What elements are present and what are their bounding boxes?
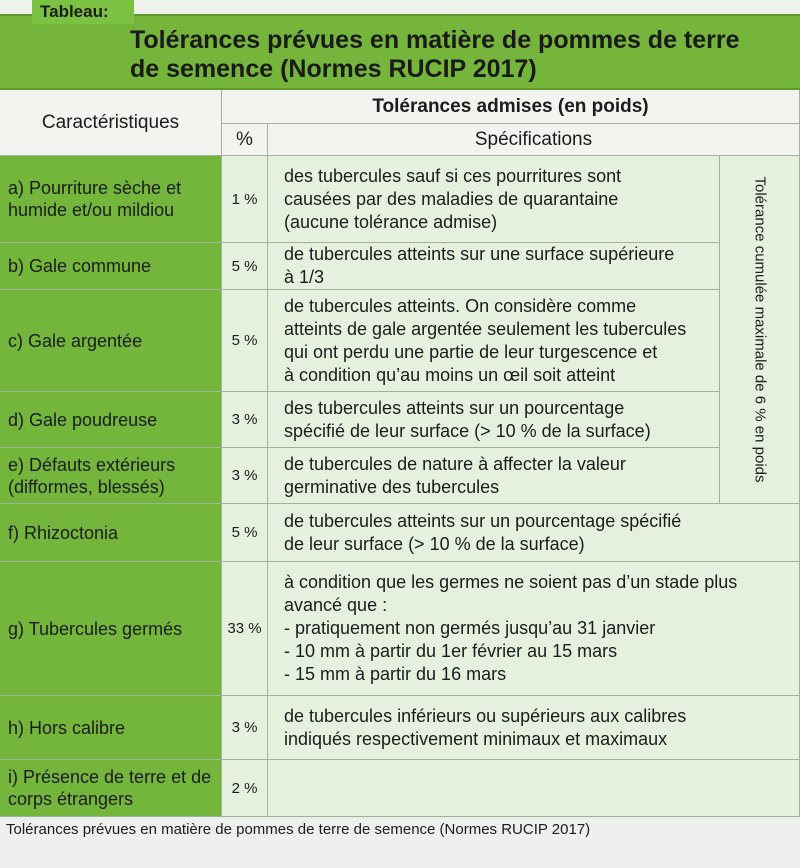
row-label: e) Défauts extérieurs (difformes, blessés): [0, 448, 222, 504]
row-label: i) Présence de terre et de corps étrangers: [0, 760, 222, 817]
row-specification: de tubercules inférieurs ou supérieurs aux calibres indiqués respectivement minimaux et maximaux: [268, 696, 800, 760]
row-percent: 5 %: [222, 290, 268, 392]
row-percent: 3 %: [222, 696, 268, 760]
row-label: a) Pourriture sèche et humide et/ou mildiou: [0, 156, 222, 243]
header-tolerances: Tolérances admises (en poids): [222, 90, 800, 124]
row-percent: 1 %: [222, 156, 268, 243]
row-percent: 5 %: [222, 504, 268, 562]
title-banner: [0, 14, 800, 90]
row-specification: de tubercules atteints sur une surface supérieure à 1/3: [268, 243, 720, 290]
tolerance-table: [0, 90, 800, 817]
row-percent: 2 %: [222, 760, 268, 817]
row-label: d) Gale poudreuse: [0, 392, 222, 448]
row-label: h) Hors calibre: [0, 696, 222, 760]
row-label: b) Gale commune: [0, 243, 222, 290]
row-percent: 3 %: [222, 392, 268, 448]
row-specification: de tubercules de nature à affecter la valeur germinative des tubercules: [268, 448, 720, 504]
row-specification: de tubercules atteints. On considère comme atteints de gale argentée seulement les tubercules qui ont perdu une partie de leur turgescence et à condition qu’au moins un œil soit atteint: [268, 290, 720, 392]
row-specification: [268, 760, 800, 817]
header-characteristics: Caractéristiques: [0, 90, 222, 156]
row-percent: 33 %: [222, 562, 268, 696]
table-caption: Tolérances prévues en matière de pommes de terre de semence (Normes RUCIP 2017): [0, 819, 800, 868]
header-percent: %: [222, 124, 268, 156]
row-label: g) Tubercules germés: [0, 562, 222, 696]
row-specification: à condition que les germes ne soient pas d’un stade plus avancé que : - pratiquement non germés jusqu’au 31 janvier - 10 mm à partir du 1er février au 15 mars - 15 mm à partir du 16 mars: [268, 562, 800, 696]
row-specification: des tubercules atteints sur un pourcentage spécifié de leur surface (> 10 % de la surface): [268, 392, 720, 448]
row-label: c) Gale argentée: [0, 290, 222, 392]
header-specifications: Spécifications: [268, 124, 800, 156]
row-specification: des tubercules sauf si ces pourritures sont causées par des maladies de quarantaine (aucune tolérance admise): [268, 156, 720, 243]
cumulative-tolerance-note: Tolérance cumulée maximale de 6 % en poids: [720, 156, 800, 504]
row-percent: 3 %: [222, 448, 268, 504]
table-title: Tolérances prévues en matière de pommes de terre de semence (Normes RUCIP 2017): [130, 26, 740, 83]
tableau-tag: Tableau:: [32, 0, 134, 24]
row-label: f) Rhizoctonia: [0, 504, 222, 562]
row-specification: de tubercules atteints sur un pourcentage spécifié de leur surface (> 10 % de la surface): [268, 504, 800, 562]
row-percent: 5 %: [222, 243, 268, 290]
